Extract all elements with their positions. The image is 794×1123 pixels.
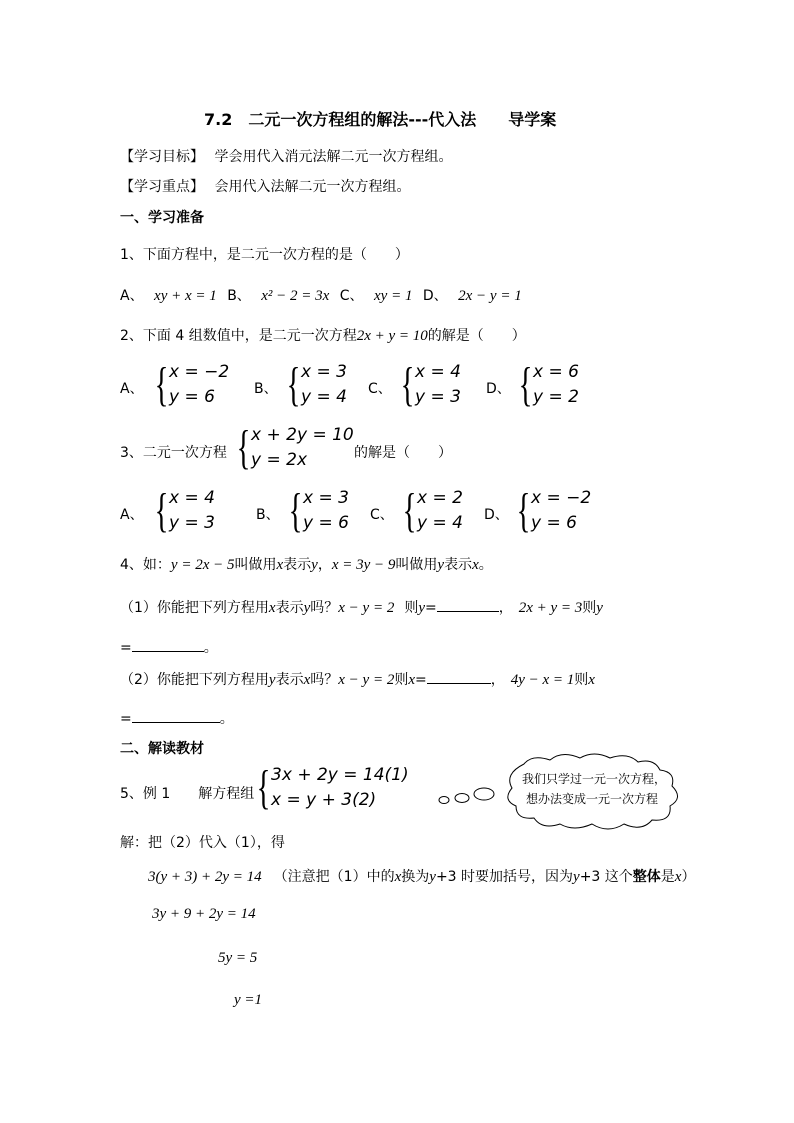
key-text: 会用代入法解二元一次方程组。 — [214, 179, 411, 195]
brace: { — [402, 484, 417, 537]
q4-eq: 4y − x = 1 — [510, 672, 575, 688]
example-line1: 3x + 2y = 14(1) — [271, 765, 409, 785]
note-text: 换为 — [401, 869, 430, 885]
q4-var: y — [418, 600, 425, 616]
q2-stem-start: 2、下面 4 组数值中，是二元一次方程 — [120, 328, 357, 344]
q4-text: （1）你能把下列方程用 — [120, 600, 269, 616]
q4-var: y — [303, 600, 311, 616]
q2-b-line2: y = 4 — [301, 387, 347, 407]
brace: { — [286, 358, 301, 411]
q4-text: 叫做用 — [395, 557, 438, 573]
q3-line2: y = 2x — [251, 450, 308, 470]
brace: { — [288, 484, 303, 537]
q2-label-d: D、 — [486, 381, 511, 397]
q2-b-line1: x = 3 — [301, 362, 347, 382]
q3-line1: x + 2y = 10 — [251, 425, 354, 445]
q4-eq1: y = 2x − 5 — [170, 557, 235, 573]
q4-eq2: x = 3y − 9 — [331, 557, 396, 573]
example-label: 5、例 1 解方程组 — [120, 786, 255, 802]
q4-eq: x − y = 2 — [338, 672, 395, 688]
q3-choice-c — [398, 486, 463, 536]
q3-label-c: C、 — [370, 507, 394, 523]
answer-blank[interactable] — [427, 669, 491, 684]
note-emphasis: 整体 — [632, 869, 661, 885]
note-var: y — [429, 869, 436, 885]
q2-choice-a — [150, 360, 229, 410]
q4-var: y — [311, 557, 318, 573]
note-text: （注意把（1）中的 — [273, 869, 395, 885]
q3-stem-start: 3、二元一次方程 — [120, 445, 227, 461]
q4-text: 。 — [219, 711, 234, 727]
q1-option-b: x² − 2 = 3x — [261, 288, 330, 304]
q2-choice-d — [514, 360, 579, 410]
example-system — [252, 763, 409, 813]
q4-text: 则 — [574, 672, 589, 688]
q4-text: 则 — [404, 600, 419, 616]
note-text: ） — [681, 869, 696, 885]
brace: { — [256, 761, 271, 814]
brace: { — [154, 484, 169, 537]
answer-blank[interactable] — [132, 708, 220, 723]
page-title: 7.2 二元一次方程组的解法---代入法 导学案 — [204, 110, 557, 129]
q4-text: 4、如： — [120, 557, 171, 573]
q3-choice-a — [150, 486, 215, 536]
question-4-intro — [120, 554, 493, 574]
q2-c-line1: x = 4 — [415, 362, 461, 382]
q3-b-line1: x = 3 — [303, 488, 349, 508]
brace: { — [400, 358, 415, 411]
answer-blank[interactable] — [437, 597, 499, 612]
q4-text: ， — [317, 557, 332, 573]
q4-text: = — [120, 711, 132, 727]
q3-d-line2: y = 6 — [531, 513, 577, 533]
q4-text: 表示 — [444, 557, 473, 573]
goal-text: 学会用代入消元法解二元一次方程组。 — [214, 149, 453, 165]
q4-text: 吗？ — [310, 600, 339, 616]
q2-choice-b — [282, 360, 347, 410]
q4-text: 则 — [394, 672, 409, 688]
q4-var: x — [472, 557, 479, 573]
q1-option-d-label: D、 — [422, 288, 448, 304]
q1-option-a: xy + x = 1 — [154, 288, 217, 304]
q3-c-line2: y = 4 — [417, 513, 463, 533]
q4-var: x — [276, 557, 284, 573]
q2-label-b: B、 — [254, 381, 278, 397]
q4-text: = — [415, 672, 427, 688]
q3-system — [232, 423, 354, 473]
q3-choice-d — [512, 486, 591, 536]
q3-a-line2: y = 3 — [169, 513, 215, 533]
q1-option-d: 2x − y = 1 — [458, 288, 522, 304]
thought-bubble-text — [522, 769, 667, 809]
q4-eq: x − y = 2 — [338, 600, 395, 616]
solution-step-3: 5y = 5 — [218, 950, 258, 966]
note-var: y — [573, 869, 580, 885]
q4-var: x — [408, 672, 415, 688]
q4-text: = — [425, 600, 437, 616]
brace: { — [236, 421, 251, 474]
q4-var: y — [437, 557, 445, 573]
q2-a-line2: y = 6 — [169, 387, 215, 407]
question-1-stem: 1、下面方程中，是二元一次方程的是（ ） — [120, 247, 409, 263]
q3-b-line2: y = 6 — [303, 513, 349, 533]
q4-part-2-continue — [120, 708, 234, 728]
note-var: x — [674, 869, 682, 885]
q1-option-a-label: A、 — [120, 288, 144, 304]
q1-option-c-label: C、 — [339, 288, 364, 304]
q3-d-line1: x = −2 — [531, 488, 592, 508]
learning-key — [120, 176, 410, 196]
q2-equation: 2x + y = 10 — [356, 328, 428, 344]
note-text: +3 时要加括号，因为 — [435, 869, 574, 885]
q4-var: y — [596, 600, 603, 616]
q4-text: 表示 — [275, 600, 304, 616]
q2-label-c: C、 — [368, 381, 392, 397]
q3-label-b: B、 — [256, 507, 280, 523]
solution-eq: 3(y + 3) + 2y = 14 — [148, 869, 262, 885]
q4-text: 表示 — [283, 557, 312, 573]
q4-text: 则 — [582, 600, 597, 616]
q2-c-line2: y = 3 — [415, 387, 461, 407]
q3-label-a: A、 — [120, 507, 144, 523]
goal-label: 【学习目标】 — [120, 149, 204, 165]
note-text: +3 这个 — [579, 869, 633, 885]
q2-d-line1: x = 6 — [533, 362, 579, 382]
q4-text: 叫做用 — [234, 557, 277, 573]
note-text: 是 — [660, 869, 675, 885]
solution-step-2: 3y + 9 + 2y = 14 — [152, 906, 256, 922]
q4-text: 吗？ — [310, 672, 339, 688]
question-1-options — [120, 285, 522, 305]
q4-var: x — [303, 672, 311, 688]
q4-text: 。 — [478, 557, 493, 573]
section-heading-2: 二、解读教材 — [120, 741, 204, 757]
q2-a-line1: x = −2 — [169, 362, 230, 382]
q4-eq: 2x + y = 3 — [518, 600, 583, 616]
q4-text: （2）你能把下列方程用 — [120, 672, 269, 688]
bubble-line1: 我们只学过一元一次方程， — [522, 772, 667, 786]
q4-part-1 — [120, 597, 603, 617]
solution-intro: 解：把（2）代入（1），得 — [120, 835, 285, 851]
q2-label-a: A、 — [120, 381, 144, 397]
q2-d-line2: y = 2 — [533, 387, 579, 407]
section-heading-1: 一、学习准备 — [120, 210, 204, 226]
brace: { — [516, 484, 531, 537]
q2-stem-end: 的解是（ ） — [427, 328, 526, 344]
q4-text: 。 — [203, 640, 218, 656]
brace: { — [518, 358, 533, 411]
q4-var: x — [268, 600, 276, 616]
q4-text: ， — [498, 600, 513, 616]
q3-stem-end: 的解是（ ） — [354, 445, 452, 461]
key-label: 【学习重点】 — [120, 179, 204, 195]
q4-part-1-continue — [120, 637, 218, 657]
example-line2: x = y + 3(2) — [271, 790, 377, 810]
q2-choice-c — [396, 360, 461, 410]
q4-part-2 — [120, 669, 595, 689]
q1-option-c: xy = 1 — [374, 288, 413, 304]
bubble-line2: 想办法变成一元一次方程 — [525, 792, 658, 806]
learning-goal — [120, 146, 452, 166]
question-2-stem — [120, 325, 526, 345]
q4-var: y — [268, 672, 276, 688]
note-var: x — [394, 869, 402, 885]
q3-a-line1: x = 4 — [169, 488, 215, 508]
q4-text: = — [120, 640, 132, 656]
q3-choice-b — [284, 486, 349, 536]
answer-blank[interactable] — [132, 637, 204, 652]
q4-var: x — [588, 672, 595, 688]
solution-step-1 — [148, 866, 695, 886]
q3-label-d: D、 — [484, 507, 509, 523]
q3-c-line1: x = 2 — [417, 488, 463, 508]
q4-text: ， — [490, 672, 505, 688]
q1-option-b-label: B、 — [227, 288, 251, 304]
brace: { — [154, 358, 169, 411]
solution-step-4: y =1 — [234, 992, 263, 1008]
q4-text: 表示 — [275, 672, 304, 688]
